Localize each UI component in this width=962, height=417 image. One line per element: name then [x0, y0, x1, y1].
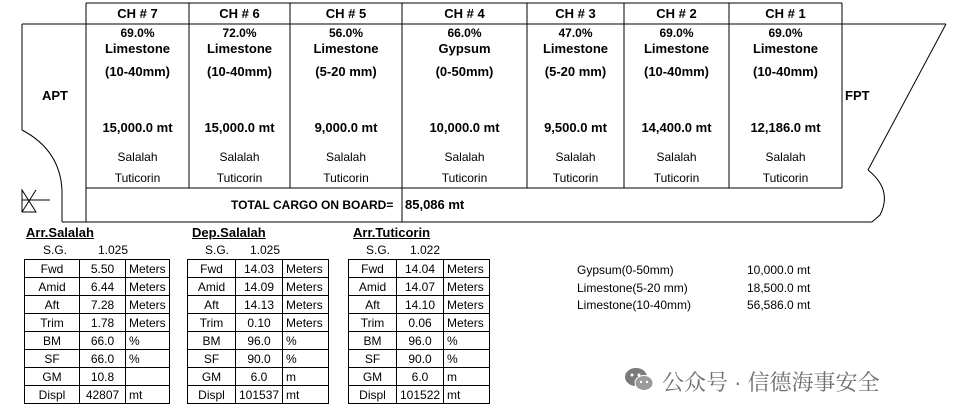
- condition-title-arr-salalah: Arr.Salalah: [26, 225, 94, 240]
- summary-qty: 18,500.0 mt: [747, 281, 811, 295]
- hold-header: CH # 6: [219, 6, 260, 21]
- table-row: [349, 332, 490, 350]
- summary-qty: 10,000.0 mt: [747, 263, 811, 277]
- draft-table-arr-salalah: [24, 259, 170, 404]
- summary-cargo: Gypsum(0-50mm): [577, 263, 674, 277]
- cargo-name: Limestone: [542, 41, 608, 56]
- row-label: Trim: [349, 314, 397, 332]
- row-label: Aft: [25, 296, 80, 314]
- row-label: GM: [349, 368, 397, 386]
- table-row: [25, 332, 170, 350]
- cargo-name: Limestone: [313, 41, 379, 56]
- sg-value: 1.025: [250, 243, 281, 257]
- row-value: 6.44: [80, 278, 126, 296]
- row-value: 0.06: [397, 314, 444, 332]
- row-value: 101537: [236, 386, 283, 404]
- cargo-size: (5-20 mm): [544, 64, 607, 79]
- table-row: [188, 314, 329, 332]
- discharge-port: Tuticorin: [323, 171, 369, 185]
- row-label: SF: [349, 350, 397, 368]
- row-label: Displ: [349, 386, 397, 404]
- condition-title-arr-tuticorin: Arr.Tuticorin: [353, 225, 431, 240]
- row-unit: Meters: [283, 278, 329, 296]
- row-value: 14.07: [397, 278, 444, 296]
- row-label: Aft: [349, 296, 397, 314]
- draft-table-arr-tuticorin: [348, 259, 490, 404]
- draft-table-dep-salalah: [187, 259, 329, 404]
- fill-percent: 72.0%: [222, 26, 257, 40]
- cargo-qty: 9,000.0 mt: [314, 120, 378, 135]
- table-row: [349, 296, 490, 314]
- row-value: 14.04: [397, 260, 444, 278]
- condition-title-dep-salalah: Dep.Salalah: [192, 225, 266, 240]
- apt-label: APT: [42, 88, 68, 103]
- sg-label: S.G.: [43, 243, 68, 257]
- load-port: Salalah: [117, 150, 158, 164]
- hold-header: CH # 5: [325, 6, 367, 21]
- cargo-name: Limestone: [104, 41, 170, 56]
- table-row: [25, 386, 170, 404]
- row-label: Fwd: [25, 260, 80, 278]
- row-label: Trim: [25, 314, 80, 332]
- table-row: [349, 368, 490, 386]
- row-value: 14.09: [236, 278, 283, 296]
- table-row: [188, 386, 329, 404]
- row-unit: m: [283, 368, 329, 386]
- row-value: 1.78: [80, 314, 126, 332]
- row-label: Amid: [25, 278, 80, 296]
- cargo-name: Limestone: [643, 41, 709, 56]
- row-label: Fwd: [349, 260, 397, 278]
- row-label: Trim: [188, 314, 236, 332]
- row-label: BM: [349, 332, 397, 350]
- row-label: Amid: [188, 278, 236, 296]
- row-value: 7.28: [80, 296, 126, 314]
- table-row: [188, 296, 329, 314]
- cargo-size: (10-40mm): [752, 64, 819, 79]
- row-unit: Meters: [283, 260, 329, 278]
- cargo-qty: 15,000.0 mt: [102, 120, 173, 135]
- table-row: [25, 296, 170, 314]
- cargo-name: Limestone: [206, 41, 272, 56]
- discharge-port: Tuticorin: [552, 171, 599, 185]
- row-value: 90.0: [397, 350, 444, 368]
- fill-percent: 69.0%: [768, 26, 803, 40]
- sg-label: S.G.: [366, 243, 391, 257]
- cargo-size: (0-50mm): [435, 64, 494, 79]
- cargo-size: (5-20 mm): [315, 64, 377, 79]
- row-unit: Meters: [444, 296, 490, 314]
- row-unit: Meters: [126, 278, 170, 296]
- row-unit: Meters: [444, 278, 490, 296]
- discharge-port: Tuticorin: [653, 171, 700, 185]
- load-port: Salalah: [656, 150, 697, 164]
- load-port: Salalah: [219, 150, 260, 164]
- row-label: SF: [25, 350, 80, 368]
- table-row: [349, 260, 490, 278]
- total-cargo-label: TOTAL CARGO ON BOARD=: [231, 198, 394, 212]
- cargo-qty: 14,400.0 mt: [641, 120, 712, 135]
- hold-header: CH # 4: [444, 6, 485, 21]
- row-unit: %: [283, 332, 329, 350]
- table-row: [25, 350, 170, 368]
- fill-percent: 56.0%: [328, 26, 364, 40]
- hold-header: CH # 3: [555, 6, 596, 21]
- row-value: 66.0: [80, 350, 126, 368]
- row-value: 6.0: [236, 368, 283, 386]
- row-label: Amid: [349, 278, 397, 296]
- hold-header: CH # 1: [765, 6, 806, 21]
- row-unit: Meters: [126, 296, 170, 314]
- cargo-qty: 12,186.0 mt: [750, 120, 821, 135]
- table-row: [349, 314, 490, 332]
- row-label: Displ: [188, 386, 236, 404]
- row-label: Fwd: [188, 260, 236, 278]
- cargo-name: Gypsum: [438, 41, 491, 56]
- row-unit: %: [126, 350, 170, 368]
- cargo-qty: 15,000.0 mt: [204, 120, 275, 135]
- row-value: 14.13: [236, 296, 283, 314]
- load-port: Salalah: [325, 150, 367, 164]
- row-value: 90.0: [236, 350, 283, 368]
- row-unit: %: [283, 350, 329, 368]
- row-unit: mt: [283, 386, 329, 404]
- table-row: [188, 350, 329, 368]
- table-row: [25, 278, 170, 296]
- row-value: 0.10: [236, 314, 283, 332]
- table-row: [188, 278, 329, 296]
- cargo-size: (10-40mm): [643, 64, 710, 79]
- cargo-qty: 9,500.0 mt: [544, 120, 607, 135]
- row-label: SF: [188, 350, 236, 368]
- row-label: Displ: [25, 386, 80, 404]
- row-unit: %: [444, 332, 490, 350]
- summary-cargo: Limestone(5-20 mm): [577, 281, 688, 295]
- table-row: [25, 260, 170, 278]
- row-label: GM: [25, 368, 80, 386]
- load-port: Salalah: [765, 150, 806, 164]
- table-row: [25, 314, 170, 332]
- wechat-icon: [624, 366, 654, 394]
- discharge-port: Tuticorin: [114, 171, 161, 185]
- hold-header: CH # 2: [656, 6, 697, 21]
- summary-cargo: Limestone(10-40mm): [577, 298, 692, 312]
- fill-percent: 66.0%: [447, 26, 482, 40]
- row-value: 42807: [80, 386, 126, 404]
- row-unit: Meters: [283, 314, 329, 332]
- row-value: 101522: [397, 386, 444, 404]
- row-unit: mt: [126, 386, 170, 404]
- row-unit: Meters: [126, 260, 170, 278]
- row-unit: m: [444, 368, 490, 386]
- row-value: 14.10: [397, 296, 444, 314]
- row-unit: Meters: [444, 314, 490, 332]
- row-value: 96.0: [397, 332, 444, 350]
- total-cargo-value: 85,086 mt: [405, 197, 465, 212]
- row-value: 6.0: [397, 368, 444, 386]
- row-label: GM: [188, 368, 236, 386]
- fill-percent: 69.0%: [120, 26, 155, 40]
- row-unit: Meters: [444, 260, 490, 278]
- discharge-port: Tuticorin: [441, 171, 488, 185]
- row-value: 5.50: [80, 260, 126, 278]
- load-port: Salalah: [444, 150, 485, 164]
- row-unit: [126, 368, 170, 386]
- fill-percent: 69.0%: [659, 26, 694, 40]
- hold-header: CH # 7: [117, 6, 158, 21]
- sg-value: 1.022: [410, 243, 441, 257]
- row-value: 14.03: [236, 260, 283, 278]
- row-value: 66.0: [80, 332, 126, 350]
- table-row: [349, 386, 490, 404]
- cargo-size: (10-40mm): [206, 64, 273, 79]
- table-row: [349, 350, 490, 368]
- table-row: [188, 260, 329, 278]
- table-row: [349, 278, 490, 296]
- load-port: Salalah: [555, 150, 596, 164]
- cargo-qty: 10,000.0 mt: [429, 120, 500, 135]
- row-label: BM: [188, 332, 236, 350]
- summary-qty: 56,586.0 mt: [747, 298, 811, 312]
- cargo-name: Limestone: [752, 41, 818, 56]
- row-label: BM: [25, 332, 80, 350]
- sg-value: 1.025: [98, 243, 129, 257]
- row-unit: %: [444, 350, 490, 368]
- row-unit: %: [126, 332, 170, 350]
- row-value: 96.0: [236, 332, 283, 350]
- cargo-size: (10-40mm): [104, 64, 171, 79]
- row-unit: Meters: [126, 314, 170, 332]
- row-label: Aft: [188, 296, 236, 314]
- row-unit: Meters: [283, 296, 329, 314]
- table-row: [188, 332, 329, 350]
- fill-percent: 47.0%: [558, 26, 593, 40]
- row-unit: mt: [444, 386, 490, 404]
- row-value: 10.8: [80, 368, 126, 386]
- watermark-text: 公众号 · 信德海事安全: [662, 370, 880, 395]
- fpt-label: FPT: [845, 88, 870, 103]
- table-row: [188, 368, 329, 386]
- discharge-port: Tuticorin: [762, 171, 809, 185]
- table-row: [25, 368, 170, 386]
- sg-label: S.G.: [205, 243, 230, 257]
- discharge-port: Tuticorin: [216, 171, 263, 185]
